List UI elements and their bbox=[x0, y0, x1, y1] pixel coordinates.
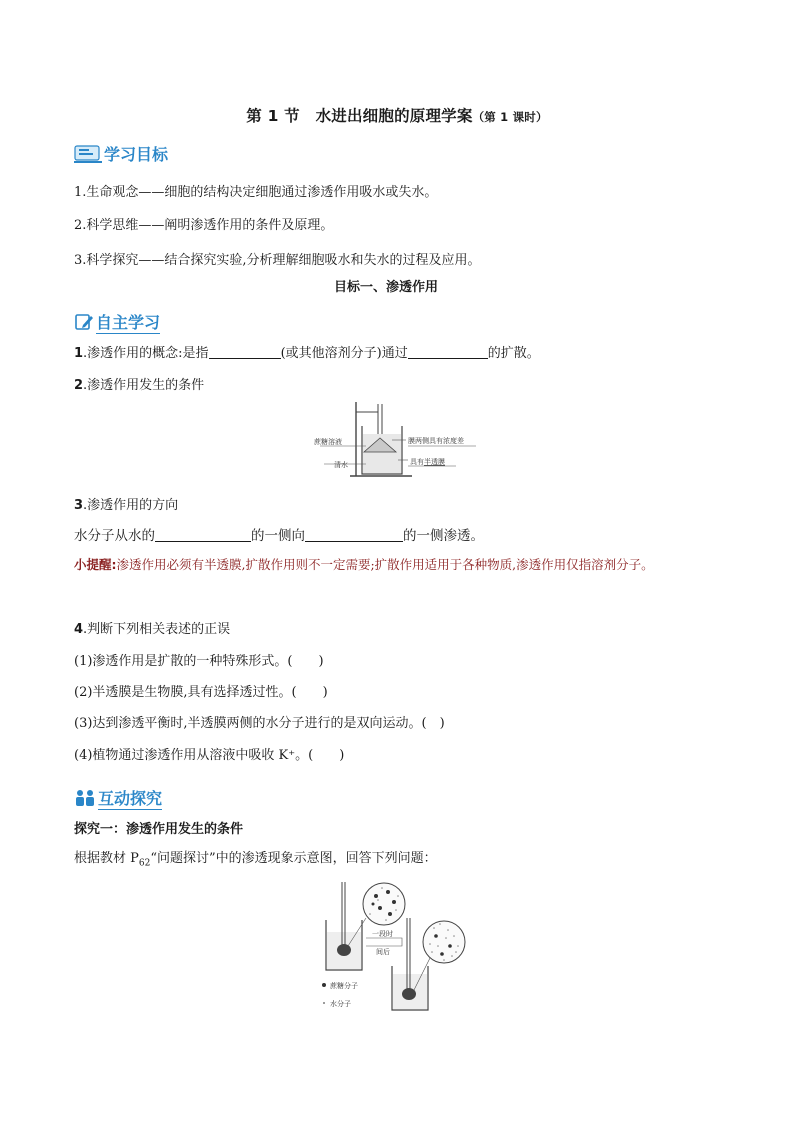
objectives-heading bbox=[74, 142, 168, 165]
answer-blank[interactable] bbox=[305, 528, 403, 542]
title-main: 第 1 节 水进出细胞的原理学案 bbox=[246, 107, 473, 125]
water-legend-icon bbox=[323, 1002, 325, 1004]
judge-item: (2)半透膜是生物膜,具有选择透过性。( ) bbox=[74, 685, 328, 700]
objectives-heading-text: 学习目标 bbox=[104, 145, 169, 164]
judge-item: (4)植物通过渗透作用从溶液中吸收 K⁺。( ) bbox=[74, 748, 345, 763]
question-4: 4.判断下列相关表述的正误 bbox=[74, 622, 231, 637]
answer-blank[interactable] bbox=[155, 528, 251, 542]
objective-item: 2.科学思维——阐明渗透作用的条件及原理。 bbox=[74, 218, 334, 233]
sucrose-legend-icon bbox=[322, 983, 326, 987]
question-3-fill: 水分子从水的 的一侧向 的一侧渗透。 bbox=[74, 528, 484, 544]
fig1-label-membrane: 具有半透膜 bbox=[410, 458, 445, 466]
answer-blank[interactable] bbox=[209, 345, 281, 359]
answer-blank[interactable] bbox=[408, 345, 488, 359]
judge-item: (3)达到渗透平衡时,半透膜两侧的水分子进行的是双向运动。( ) bbox=[74, 716, 445, 731]
osmosis-apparatus-figure bbox=[300, 400, 500, 480]
fig1-label-sucrose: 蔗糖溶液 bbox=[314, 438, 342, 446]
objective-item: 1.生命观念——细胞的结构决定细胞通过渗透作用吸水或失水。 bbox=[74, 185, 438, 200]
objectives-icon bbox=[74, 144, 102, 164]
fig1-label-concentration: 膜两侧具有浓度差 bbox=[408, 437, 464, 445]
people-icon bbox=[74, 788, 96, 808]
objective-item: 3.科学探究——结合探究实验,分析理解细胞吸水和失水的过程及应用。 bbox=[74, 253, 481, 268]
question-3: 3.渗透作用的方向 bbox=[74, 498, 179, 513]
self-study-heading-text: 自主学习 bbox=[96, 310, 160, 334]
question-1: 1.渗透作用的概念:是指 (或其他溶剂分子)通过 的扩散。 bbox=[74, 346, 540, 361]
interactive-heading bbox=[74, 786, 162, 810]
goal-heading: 目标一、渗透作用 bbox=[334, 280, 439, 295]
self-study-heading bbox=[74, 310, 160, 334]
explore-intro: 根据教材 $P_{62}“$问题探讨”中的渗透现象示意图，回答下列问题： bbox=[74, 851, 437, 869]
fig1-label-water: 清水 bbox=[334, 461, 348, 469]
osmosis-phenomenon-figure bbox=[318, 874, 478, 1014]
title-sub: （第 1 课时） bbox=[472, 110, 548, 124]
pencil-note-icon bbox=[74, 312, 94, 332]
interactive-heading-text: 互动探究 bbox=[98, 786, 162, 810]
fig2-legend-sucrose: 蔗糖分子 bbox=[330, 982, 358, 990]
fig2-label-time-1: 一段时 bbox=[372, 930, 393, 938]
tip-box bbox=[74, 553, 714, 577]
fig2-label-time-2: 间后 bbox=[376, 948, 390, 956]
fig2-legend-water: 水分子 bbox=[330, 1000, 351, 1008]
question-2: 2.渗透作用发生的条件 bbox=[74, 378, 205, 393]
explore-heading: 探究一：渗透作用发生的条件 bbox=[74, 822, 244, 837]
judge-item: (1)渗透作用是扩散的一种特殊形式。( ) bbox=[74, 654, 324, 669]
tip-text: 渗透作用必须有半透膜,扩散作用则不一定需要;扩散作用适用于各种物质,渗透作用仅指溶剂分子。 bbox=[116, 557, 654, 572]
tip-label: 小提醒: bbox=[74, 557, 117, 572]
page-title bbox=[0, 104, 794, 126]
